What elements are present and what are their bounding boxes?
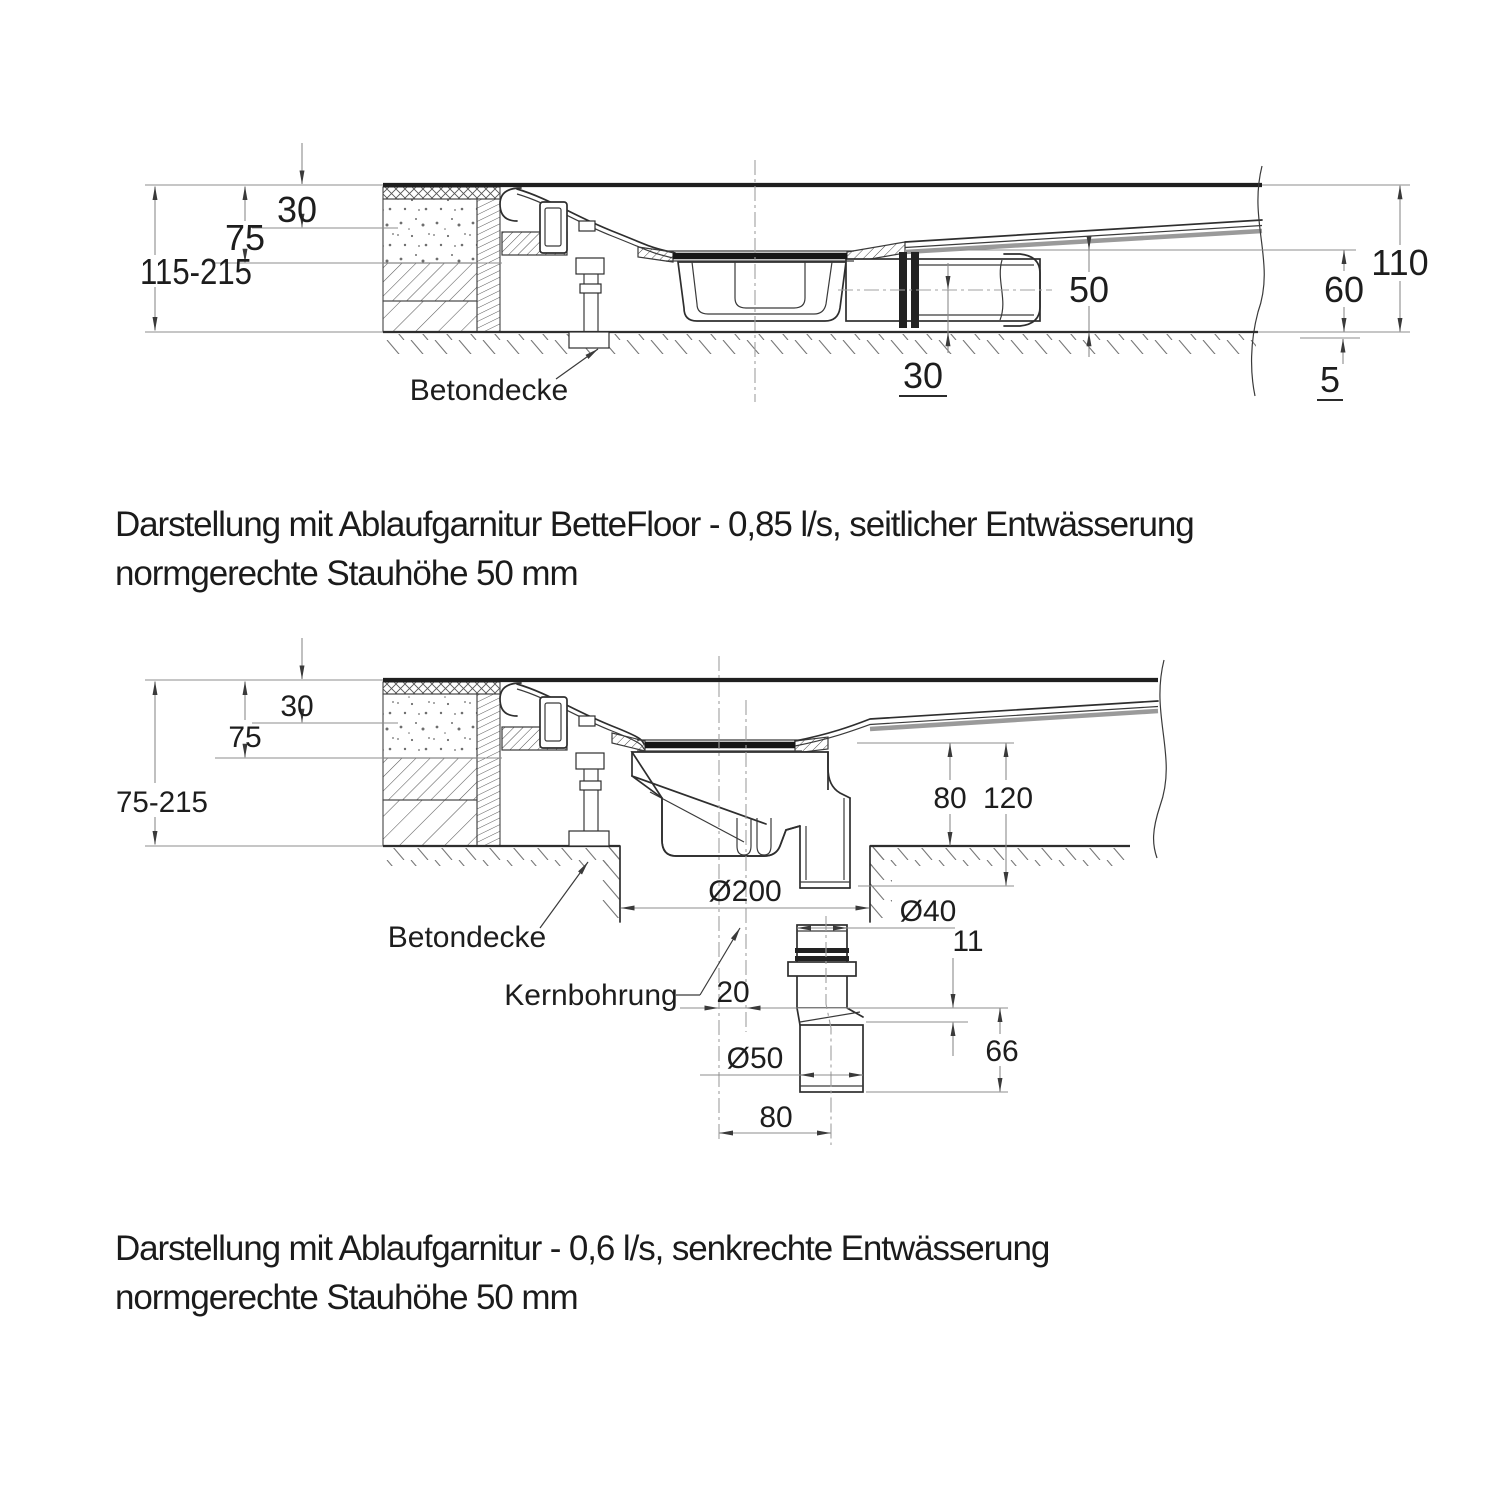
dim-pipe-depth: 120	[982, 782, 1034, 815]
seal-ring	[795, 956, 849, 961]
dim-outlet-height: 60	[1323, 269, 1365, 310]
dim-floor-buildup: 75	[224, 217, 266, 258]
dim-foot-min: 5	[1319, 359, 1341, 400]
dim-adapter-height: 66	[985, 1035, 1019, 1068]
dim-core-hole-dia: Ø200	[708, 875, 782, 908]
dim-center-offset: 20	[716, 976, 750, 1009]
label-kernbohrung: Kernbohrung	[504, 979, 678, 1012]
caption-second-line2: normgerechte Stauhöhe 50 mm	[115, 1278, 578, 1317]
dim-tile-thickness: 30	[280, 690, 314, 723]
labels	[388, 862, 740, 1012]
label-betondecke-bottom: Betondecke	[387, 921, 547, 954]
break-line	[1154, 660, 1167, 858]
support-foot	[569, 753, 609, 846]
dim-offset-shoulder: 11	[952, 925, 984, 958]
ground-hatch	[383, 334, 1256, 354]
caption-second-diagram	[115, 1224, 1049, 1322]
drain-trap-horizontal	[579, 221, 1040, 328]
caption-first-line1: Darstellung mit Ablaufgarnitur BetteFloor - 0,85 l/s, seitlicher Entwässerung	[115, 505, 1194, 544]
dim-outlet-offset: 80	[759, 1101, 793, 1134]
dim-total-height: 110	[1371, 242, 1429, 283]
labels	[410, 349, 598, 407]
seal-ring	[795, 948, 849, 953]
dim-tile-thickness: 30	[276, 189, 318, 230]
caption-first-diagram	[115, 500, 1194, 598]
label-betondecke-top: Betondecke	[409, 374, 569, 407]
bottom-diagram	[116, 638, 1166, 1145]
dim-install-depth: 115-215	[140, 251, 252, 292]
dim-outlet-bottom: 30	[902, 355, 944, 396]
dim-install-depth: 75-215	[116, 786, 208, 819]
caption-first-line2: normgerechte Stauhöhe 50 mm	[115, 554, 578, 593]
dimensions	[116, 638, 1033, 1134]
wall-section	[383, 187, 500, 332]
dim-trap-height: 80	[933, 782, 967, 815]
top-diagram	[140, 143, 1429, 407]
support-foot	[569, 258, 609, 348]
break-line	[1252, 166, 1265, 396]
dim-outlet-dia: Ø50	[726, 1042, 784, 1075]
dim-stau-height: 50	[1068, 269, 1110, 310]
wall-section	[383, 682, 500, 846]
dim-pipe-dia: Ø40	[899, 895, 957, 928]
dim-floor-buildup: 75	[228, 721, 262, 754]
caption-second-line1: Darstellung mit Ablaufgarnitur - 0,6 l/s, senkrechte Entwässerung	[115, 1229, 1050, 1268]
